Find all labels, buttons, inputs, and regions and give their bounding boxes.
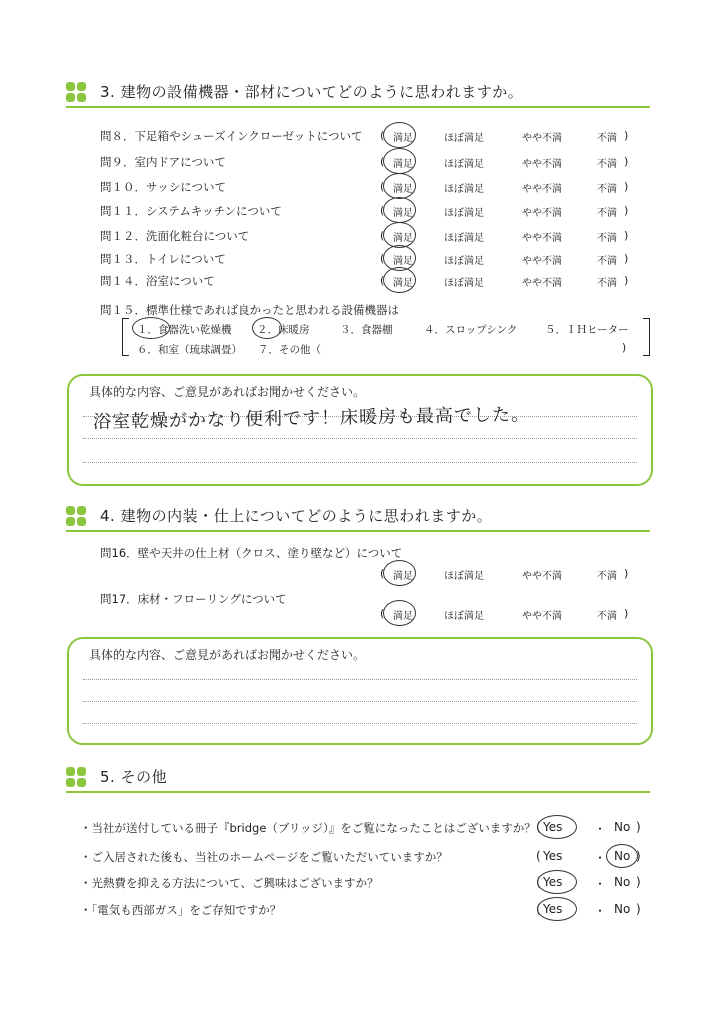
q14-option-3[interactable]: やや不満 [522, 278, 562, 289]
q17-label: 問17．床材・フローリングについて [100, 592, 287, 606]
q15-choice-3[interactable]: ３．食器棚 [340, 324, 393, 336]
q5-2-open-paren: ( [536, 849, 541, 863]
q12-option-4[interactable]: 不満 [597, 233, 617, 244]
section3-title: 3. 建物の設備機器・部材についてどのように思われますか。 [100, 83, 524, 101]
clover-icon [66, 506, 88, 528]
q5-3-close-paren: ) [636, 875, 641, 889]
q16-option-2[interactable]: ほぼ満足 [444, 571, 484, 582]
q5-3-open-paren: ( [536, 875, 541, 889]
q17-option-2[interactable]: ほぼ満足 [444, 611, 484, 622]
q17-option-3[interactable]: やや不満 [522, 611, 562, 622]
q13-close-paren: ) [624, 252, 629, 265]
q9-option-1[interactable]: 満足 [393, 159, 413, 170]
q10-close-paren: ) [624, 180, 629, 193]
q5-1-label: ・当社が送付している冊子『bridge（ブリッジ）』をご覧になったことはございますか？ [80, 821, 536, 835]
q8-open-paren: ( [380, 129, 385, 142]
section3-comment-label: 具体的な内容、ご意見があればお聞かせください。 [89, 385, 366, 399]
q15-choice-2-mark [252, 317, 282, 339]
q16-selected-mark [383, 560, 416, 586]
q12-option-3[interactable]: やや不満 [522, 233, 562, 244]
q10-option-1[interactable]: 満足 [393, 184, 413, 195]
q12-option-2[interactable]: ほぼ満足 [444, 233, 484, 244]
q11-option-1[interactable]: 満足 [393, 208, 413, 219]
q5-2-separator: ・ [594, 851, 607, 865]
q13-label: 問１３．トイレについて [100, 252, 226, 266]
q11-close-paren: ) [624, 204, 629, 217]
q16-option-1[interactable]: 満足 [393, 571, 413, 582]
q11-option-2[interactable]: ほぼ満足 [444, 208, 484, 219]
q10-open-paren: ( [380, 180, 385, 193]
q16-option-4[interactable]: 不満 [597, 571, 617, 582]
section4-title: 4. 建物の内装・仕上についてどのように思われますか。 [100, 507, 493, 525]
q15-choice-6[interactable]: ６．和室（琉球調畳） [137, 344, 242, 356]
section4-comment-label: 具体的な内容、ご意見があればお聞かせください。 [89, 648, 366, 662]
q13-option-1[interactable]: 満足 [393, 256, 413, 267]
section3-comment-text[interactable]: 浴室乾燥がかなり便利です！床暖房も最高でした。 [92, 404, 531, 433]
q10-option-4[interactable]: 不満 [597, 184, 617, 195]
q9-label: 問９．室内ドアについて [100, 155, 226, 169]
q5-3-yes-option[interactable]: Yes [543, 875, 563, 889]
q8-close-paren: ) [624, 129, 629, 142]
q5-4-yes-option[interactable]: Yes [543, 902, 563, 916]
q17-selected-mark [383, 600, 416, 626]
q14-open-paren: ( [380, 274, 385, 287]
q9-open-paren: ( [380, 155, 385, 168]
q10-option-2[interactable]: ほぼ満足 [444, 184, 484, 195]
q5-3-no-option[interactable]: No [614, 875, 631, 889]
q12-close-paren: ) [624, 229, 629, 242]
q5-1-no-option[interactable]: No [614, 820, 631, 834]
q13-option-2[interactable]: ほぼ満足 [444, 256, 484, 267]
q5-1-answer-mark [537, 815, 577, 839]
q5-1-yes-option[interactable]: Yes [543, 820, 563, 834]
q5-4-separator: ・ [594, 904, 607, 918]
q12-label: 問１２．洗面化粧台について [100, 229, 250, 243]
q16-option-3[interactable]: やや不満 [522, 571, 562, 582]
q13-option-4[interactable]: 不満 [597, 256, 617, 267]
q17-option-1[interactable]: 満足 [393, 611, 413, 622]
q15-choice-1[interactable]: １．食器洗い乾燥機 [137, 324, 232, 336]
q5-2-label: ・ご入居された後も、当社のホームページをご覧いただいていますか？ [80, 850, 448, 864]
section3-comment-box [67, 374, 653, 486]
q15-choice-7[interactable]: ７．その他（ [258, 344, 321, 356]
q5-4-answer-mark [537, 897, 577, 921]
q15-close-paren: ) [622, 342, 627, 354]
q16-open-paren: ( [380, 567, 385, 580]
q8-option-3[interactable]: やや不満 [522, 133, 562, 144]
q10-option-3[interactable]: やや不満 [522, 184, 562, 195]
q5-3-separator: ・ [594, 877, 607, 891]
q15-choice-1-mark [132, 317, 170, 339]
q15-bracket-right [643, 318, 650, 356]
q5-4-no-option[interactable]: No [614, 902, 631, 916]
q11-label: 問１１．システムキッチンについて [100, 204, 282, 218]
q9-close-paren: ) [624, 155, 629, 168]
q5-3-label: ・光熱費を抑える方法について、ご興味はございますか？ [80, 876, 379, 890]
section4-underline [66, 530, 650, 532]
q11-selected-mark [383, 197, 416, 223]
q5-2-yes-option[interactable]: Yes [543, 849, 563, 863]
q8-label: 問８．下足箱やシューズインクローゼットについて [100, 129, 363, 143]
q14-option-1[interactable]: 満足 [393, 278, 413, 289]
q14-option-4[interactable]: 不満 [597, 278, 617, 289]
q5-2-answer-mark [606, 844, 638, 868]
q5-2-close-paren: ) [636, 849, 641, 863]
q15-choice-5[interactable]: ５．ＩＨヒーター [545, 324, 629, 336]
q8-selected-mark [383, 122, 416, 148]
q15-label: 問１５．標準仕様であれば良かったと思われる設備機器は [100, 303, 399, 317]
section4-comment-box [67, 637, 653, 745]
section5-underline [66, 791, 650, 793]
q15-choice-2[interactable]: ２．床暖房 [257, 324, 310, 336]
q5-4-open-paren: ( [536, 902, 541, 916]
q15-choice-4[interactable]: ４．スロップシンク [424, 324, 518, 336]
q17-option-4[interactable]: 不満 [597, 611, 617, 622]
q16-close-paren: ) [624, 567, 629, 580]
q14-selected-mark [383, 267, 416, 293]
clover-icon [66, 82, 88, 104]
q17-open-paren: ( [380, 607, 385, 620]
q5-3-answer-mark [537, 870, 577, 894]
section5-header [66, 765, 650, 791]
q13-open-paren: ( [380, 252, 385, 265]
q9-option-4[interactable]: 不満 [597, 159, 617, 170]
q5-4-close-paren: ) [636, 902, 641, 916]
q5-1-separator: ・ [594, 822, 607, 836]
q13-option-3[interactable]: やや不満 [522, 256, 562, 267]
q14-close-paren: ) [624, 274, 629, 287]
q15-bracket-left [122, 318, 129, 356]
q14-option-2[interactable]: ほぼ満足 [444, 278, 484, 289]
q11-option-3[interactable]: やや不満 [522, 208, 562, 219]
section5-title: 5. その他 [100, 768, 168, 786]
q8-option-2[interactable]: ほぼ満足 [444, 133, 484, 144]
q17-close-paren: ) [624, 607, 629, 620]
q5-4-label: ・「電気も西部ガス」をご存知ですか？ [80, 903, 282, 917]
q12-option-1[interactable]: 満足 [393, 233, 413, 244]
clover-icon [66, 767, 88, 789]
q9-option-3[interactable]: やや不満 [522, 159, 562, 170]
q8-option-1[interactable]: 満足 [393, 133, 413, 144]
q11-option-4[interactable]: 不満 [597, 208, 617, 219]
q5-1-close-paren: ) [636, 820, 641, 834]
q8-option-4[interactable]: 不満 [597, 133, 617, 144]
q16-label: 問16．壁や天井の仕上材（クロス、塗り壁など）について [100, 546, 403, 560]
q9-option-2[interactable]: ほぼ満足 [444, 159, 484, 170]
q5-2-no-option[interactable]: No [614, 849, 631, 863]
section3-underline [66, 106, 650, 108]
section4-header [66, 504, 650, 530]
q14-label: 問１４．浴室について [100, 274, 215, 288]
section3-header [66, 80, 650, 106]
q9-selected-mark [383, 148, 416, 174]
q10-selected-mark [383, 173, 416, 199]
q5-1-open-paren: ( [536, 820, 541, 834]
q10-label: 問１０．サッシについて [100, 180, 227, 194]
q12-open-paren: ( [380, 229, 385, 242]
q11-open-paren: ( [380, 204, 385, 217]
